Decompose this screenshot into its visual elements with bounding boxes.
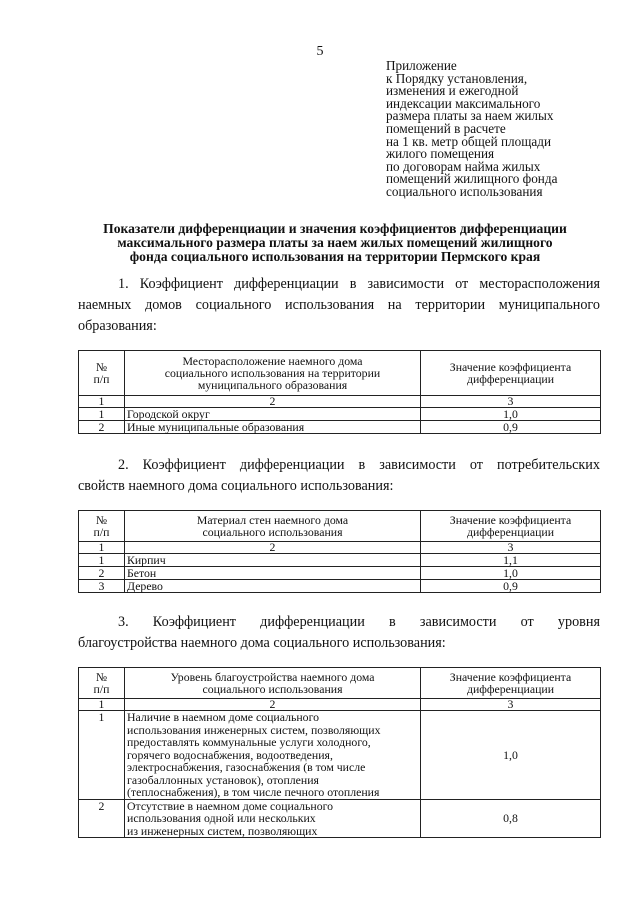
table-cell: 1,1 bbox=[421, 554, 601, 567]
column-number-row bbox=[79, 699, 601, 711]
table-cell: Бетон bbox=[125, 567, 421, 580]
header-coefficient: Значение коэффициента дифференциации bbox=[421, 668, 601, 699]
table-cell: 1 bbox=[79, 699, 125, 711]
document-title bbox=[70, 222, 600, 264]
table-cell: 2 bbox=[79, 799, 125, 838]
table-cell: 0,9 bbox=[421, 580, 601, 593]
table-cell: Наличие в наемном доме социального использования инженерных систем, позволяющих предоставлять коммунальные услуги холодного, горячего водоснабжения, водоотведения, электроснабжения, газоснабжения (в том числе газобаллонных установок), отопления (теплоснабжения), в том числе печного отопления bbox=[125, 711, 421, 800]
table-cell: 3 bbox=[79, 580, 125, 593]
paragraph-line: 3. Коэффициент дифференциации в зависимости от уровня bbox=[118, 614, 600, 630]
table-row bbox=[79, 554, 601, 567]
appendix-line: по договорам найма жилых bbox=[386, 158, 541, 174]
section3-paragraph bbox=[78, 612, 600, 654]
section2-paragraph bbox=[78, 455, 600, 497]
header-coefficient: Значение коэффициента дифференциации bbox=[421, 351, 601, 396]
appendix-line: индексации максимального bbox=[386, 95, 541, 111]
table-cell: Дерево bbox=[125, 580, 421, 593]
appendix-line: Приложение bbox=[386, 58, 457, 73]
table-cell: 2 bbox=[125, 542, 421, 554]
page-number: 5 bbox=[316, 44, 324, 59]
table-row bbox=[79, 711, 601, 800]
header-amenities-level: Уровень благоустройства наемного дома социального использования bbox=[125, 668, 421, 699]
table-cell: 2 bbox=[79, 567, 125, 580]
table-cell: 0,9 bbox=[421, 421, 601, 434]
table-cell: 1,0 bbox=[421, 567, 601, 580]
appendix-line: жилого помещения bbox=[386, 146, 495, 162]
table-cell: 2 bbox=[79, 421, 125, 434]
table-cell: 1 bbox=[79, 408, 125, 421]
table-cell: 3 bbox=[421, 396, 601, 408]
table-row bbox=[79, 567, 601, 580]
header-number: № п/п bbox=[79, 668, 125, 699]
title-line: Показатели дифференциации и значения коэффициентов дифференциации bbox=[103, 221, 567, 236]
appendix-line: изменения и ежегодной bbox=[386, 83, 519, 99]
appendix-line: помещений в расчете bbox=[386, 120, 506, 136]
table-cell: 1,0 bbox=[421, 408, 601, 421]
title-line: максимального размера платы за наем жилых помещений жилищного bbox=[117, 235, 553, 250]
table-amenities-coefficients bbox=[78, 667, 601, 838]
appendix-line: социального использования bbox=[386, 183, 543, 199]
table-cell: 1 bbox=[79, 554, 125, 567]
table-cell: 2 bbox=[125, 699, 421, 711]
table-cell: 1 bbox=[79, 396, 125, 408]
table-cell: 3 bbox=[421, 542, 601, 554]
paragraph-line: наемных домов социального использования на территории муниципального bbox=[78, 297, 600, 313]
paragraph-line: 2. Коэффициент дифференциации в зависимости от потребительских bbox=[118, 457, 600, 473]
header-wall-material: Материал стен наемного дома социального использования bbox=[125, 511, 421, 542]
table-cell: 1 bbox=[79, 711, 125, 800]
table-cell: 1 bbox=[79, 542, 125, 554]
appendix-note bbox=[386, 60, 626, 199]
table-location-coefficients bbox=[78, 350, 601, 434]
table-cell: 2 bbox=[125, 396, 421, 408]
header-number: № п/п bbox=[79, 511, 125, 542]
title-line: фонда социального использования на территории Пермского края bbox=[129, 249, 541, 264]
appendix-line: размера платы за наем жилых bbox=[386, 108, 554, 124]
table-cell: 3 bbox=[421, 699, 601, 711]
table-row bbox=[79, 421, 601, 434]
table-row bbox=[79, 580, 601, 593]
paragraph-line: благоустройства наемного дома социального использования: bbox=[78, 635, 446, 651]
header-number: № п/п bbox=[79, 351, 125, 396]
table-cell: 1,0 bbox=[421, 711, 601, 800]
table-row bbox=[79, 408, 601, 421]
column-number-row bbox=[79, 396, 601, 408]
table-row bbox=[79, 799, 601, 838]
table-cell: 0,8 bbox=[421, 799, 601, 838]
appendix-line: помещений жилищного фонда bbox=[386, 171, 558, 187]
table-cell: Городской округ bbox=[125, 408, 421, 421]
header-location: Месторасположение наемного дома социального использования на территории муниципального образования bbox=[125, 351, 421, 396]
paragraph-line: образования: bbox=[78, 318, 157, 334]
header-coefficient: Значение коэффициента дифференциации bbox=[421, 511, 601, 542]
table-cell: Отсутствие в наемном доме социального использования одной или нескольких из инженерных систем, позволяющих bbox=[125, 799, 421, 838]
paragraph-line: свойств наемного дома социального использования: bbox=[78, 478, 394, 494]
appendix-line: к Порядку установления, bbox=[386, 70, 528, 86]
table-cell: Кирпич bbox=[125, 554, 421, 567]
paragraph-line: 1. Коэффициент дифференциации в зависимости от месторасположения bbox=[118, 276, 600, 292]
table-cell: Иные муниципальные образования bbox=[125, 421, 421, 434]
section1-paragraph bbox=[78, 274, 600, 337]
column-number-row bbox=[79, 542, 601, 554]
table-wall-material-coefficients bbox=[78, 510, 601, 593]
appendix-line: на 1 кв. метр общей площади bbox=[386, 133, 552, 149]
